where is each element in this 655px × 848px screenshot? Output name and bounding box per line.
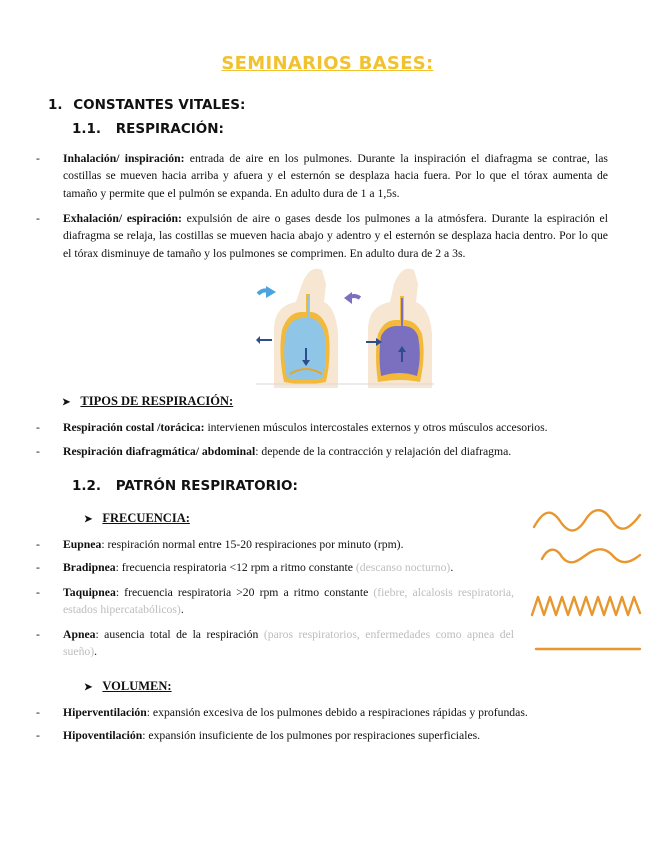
heading-label: RESPIRACIÓN: (115, 121, 224, 137)
taquipnea-wave (532, 597, 640, 615)
list-item-apnea (36, 626, 514, 661)
arrow-bullet-icon: ➤ (62, 397, 71, 408)
term: Bradipnea (63, 561, 116, 574)
definition: intervienen músculos intercostales externos y otros músculos accesorios. (204, 421, 548, 434)
note: (paros respiratorios, enfermedades como apnea del sueño) (63, 628, 515, 659)
heading-number: 1. (48, 97, 63, 113)
heading-constantes-vitales (48, 97, 245, 113)
term: Apnea (63, 628, 96, 641)
eupnea-wave (534, 510, 640, 530)
list-item-diafragmatica (36, 443, 608, 460)
definition: : respiración normal entre 15-20 respiraciones por minuto (rpm). (101, 538, 404, 551)
term: Respiración diafragmática/ abdominal (63, 445, 256, 458)
arrow-bullet-icon: ➤ (84, 682, 93, 693)
end-punct: . (450, 561, 454, 574)
bradipnea-wave (542, 549, 640, 562)
arrow-bullet-icon: ➤ (84, 514, 93, 525)
term: Taquipnea (63, 586, 116, 599)
term: Respiración costal /torácica: (63, 421, 205, 434)
bullet: - (36, 561, 40, 574)
bullet: - (36, 628, 40, 641)
list-item-taquipnea (36, 584, 514, 619)
note: (fiebre, alcalosis respiratoria, estados hipercatabólicos) (63, 586, 515, 617)
heading-number: 1.2. (72, 478, 102, 494)
document-title: SEMINARIOS BASES: (221, 53, 434, 74)
breathing-illustration (256, 264, 434, 388)
list-item-exhalacion (36, 210, 608, 262)
subheading-tipos (62, 394, 233, 409)
subheading-label: VOLUMEN: (102, 679, 172, 693)
bullet: - (36, 706, 40, 719)
bullet: - (36, 586, 40, 599)
definition: : expansión insuficiente de los pulmones por respiraciones superficiales. (142, 729, 481, 742)
breathing-wave-patterns (528, 505, 646, 660)
heading-number: 1.1. (72, 121, 102, 137)
note: (descanso nocturno) (355, 561, 451, 574)
definition: entrada de aire en los pulmones. Durante la inspiración el diafragma se contrae, las costillas se mueven hacia arriba y afuera y el esternón se desplaza hacia fuera. Por lo que el tórax aumenta de tamaño y permite que el pulmón se expanda. En adulto dura de 1 a 1,5s. (63, 152, 608, 200)
definition: : frecuencia respiratoria <12 rpm a ritmo constante (115, 561, 356, 574)
term: Inhalación/ inspiración: (63, 152, 185, 165)
bullet: - (36, 538, 40, 551)
end-punct: . (94, 645, 98, 659)
list-item-eupnea (36, 536, 514, 553)
definition: : ausencia total de la respiración (95, 628, 264, 641)
bullet: - (36, 152, 40, 165)
definition: : depende de la contracción y relajación del diafragma. (255, 445, 512, 458)
bullet: - (36, 212, 40, 225)
list-item-costal (36, 419, 608, 436)
end-punct: . (180, 603, 184, 617)
definition: : frecuencia respiratoria >20 rpm a ritmo constante (115, 586, 374, 599)
list-item-inhalacion (36, 150, 608, 202)
heading-patron-respiratorio (72, 478, 298, 494)
subheading-volumen (84, 679, 172, 694)
definition: expulsión de aire o gases desde los pulmones a la atmósfera. Durante la espiración el diafragma se relaja, las costillas se mueven hacia abajo y adentro y el esternón se desplaza hacia dentro. Por lo que el tórax disminuye de tamaño y los pulmones se comprimen. En adulto dura de 2 a 3s. (63, 212, 608, 260)
list-item-hipoventilacion (36, 727, 608, 744)
subheading-label: TIPOS DE RESPIRACIÓN: (80, 394, 234, 408)
exhalation-figure (344, 269, 432, 388)
term: Exhalación/ espiración: (63, 212, 182, 225)
term: Hiperventilación (63, 706, 147, 719)
heading-respiracion (72, 121, 224, 137)
subheading-frecuencia (84, 511, 190, 526)
heading-label: CONSTANTES VITALES: (73, 97, 246, 113)
heading-label: PATRÓN RESPIRATORIO: (115, 478, 298, 494)
list-item-hiperventilacion (36, 704, 608, 721)
bullet: - (36, 421, 40, 434)
subheading-label: FRECUENCIA: (102, 511, 190, 525)
inhalation-figure (256, 269, 338, 388)
bullet: - (36, 729, 40, 742)
list-item-bradipnea (36, 559, 514, 576)
term: Hipoventilación (63, 729, 143, 742)
bullet: - (36, 445, 40, 458)
term: Eupnea (63, 538, 102, 551)
definition: : expansión excesiva de los pulmones debido a respiraciones rápidas y profundas. (146, 706, 528, 719)
